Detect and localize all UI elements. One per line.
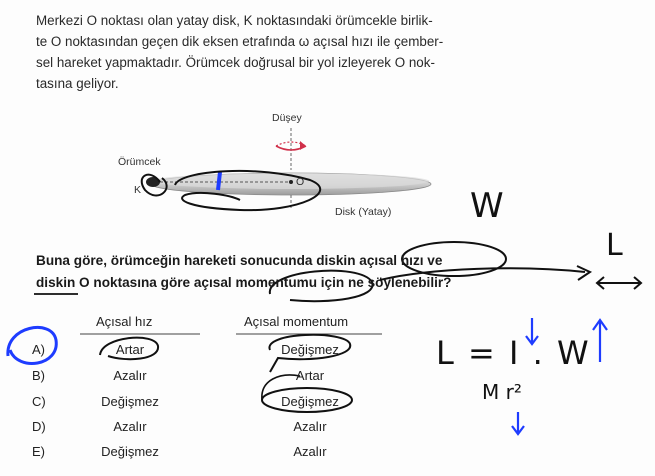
option-angular-momentum: Azalır (293, 419, 327, 434)
problem-line: Merkezi O noktası olan yatay disk, K noktasındaki örümcekle birlik- (36, 13, 433, 28)
disk-label: Disk (Yatay) (335, 206, 392, 218)
o-label: O (296, 176, 305, 188)
vertical-label: Düşey (272, 112, 302, 124)
option-angular-speed: Artar (115, 342, 145, 357)
k-label: K (134, 184, 142, 196)
header-angular-momentum: Açısal momentum (244, 314, 349, 329)
option-letter[interactable]: B) (32, 368, 45, 383)
option-letter[interactable]: E) (32, 444, 45, 459)
question-line: Buna göre, örümceğin hareketi sonucunda diskin açısal hızı ve (36, 253, 443, 268)
option-letter[interactable]: A) (32, 342, 45, 357)
mr2-down-arrow-icon (512, 412, 524, 434)
question-text (36, 250, 451, 294)
omega-handwriting: W (470, 186, 504, 226)
problem-line: sel hareket yapmaktadır. Örümcek doğrusal bir yol izleyerek O nok- (36, 55, 435, 70)
option-angular-momentum: Azalır (293, 444, 327, 459)
option-angular-speed: Azalır (113, 419, 147, 434)
option-angular-speed: Azalır (113, 368, 147, 383)
header-angular-speed: Açısal hız (96, 314, 153, 329)
option-letter[interactable]: D) (32, 419, 46, 434)
option-angular-momentum: Artar (295, 368, 325, 383)
equation-handwriting: L = I . W (436, 334, 591, 372)
spider-label: Örümcek (118, 156, 161, 168)
problem-line: te O noktasından geçen dik eksen etrafında ω açısal hızı ile çember- (36, 34, 444, 49)
option-angular-speed: Değişmez (101, 394, 159, 409)
inertia-handwriting: M r² (482, 380, 522, 404)
problem-line: tasına geliyor. (36, 76, 119, 91)
W-up-arrow-icon (593, 320, 607, 362)
L-handwriting: L (606, 228, 623, 263)
option-angular-momentum: Değişmez (281, 342, 339, 357)
option-letter[interactable]: C) (32, 394, 46, 409)
question-line: diskin O noktasına göre açısal momentumu için ne söylenebilir? (36, 275, 452, 290)
center-point-O (289, 180, 293, 184)
option-angular-momentum: Değişmez (281, 394, 339, 409)
double-arrow-icon (597, 277, 641, 289)
option-angular-speed: Değişmez (101, 444, 159, 459)
blue-mark (218, 172, 220, 190)
